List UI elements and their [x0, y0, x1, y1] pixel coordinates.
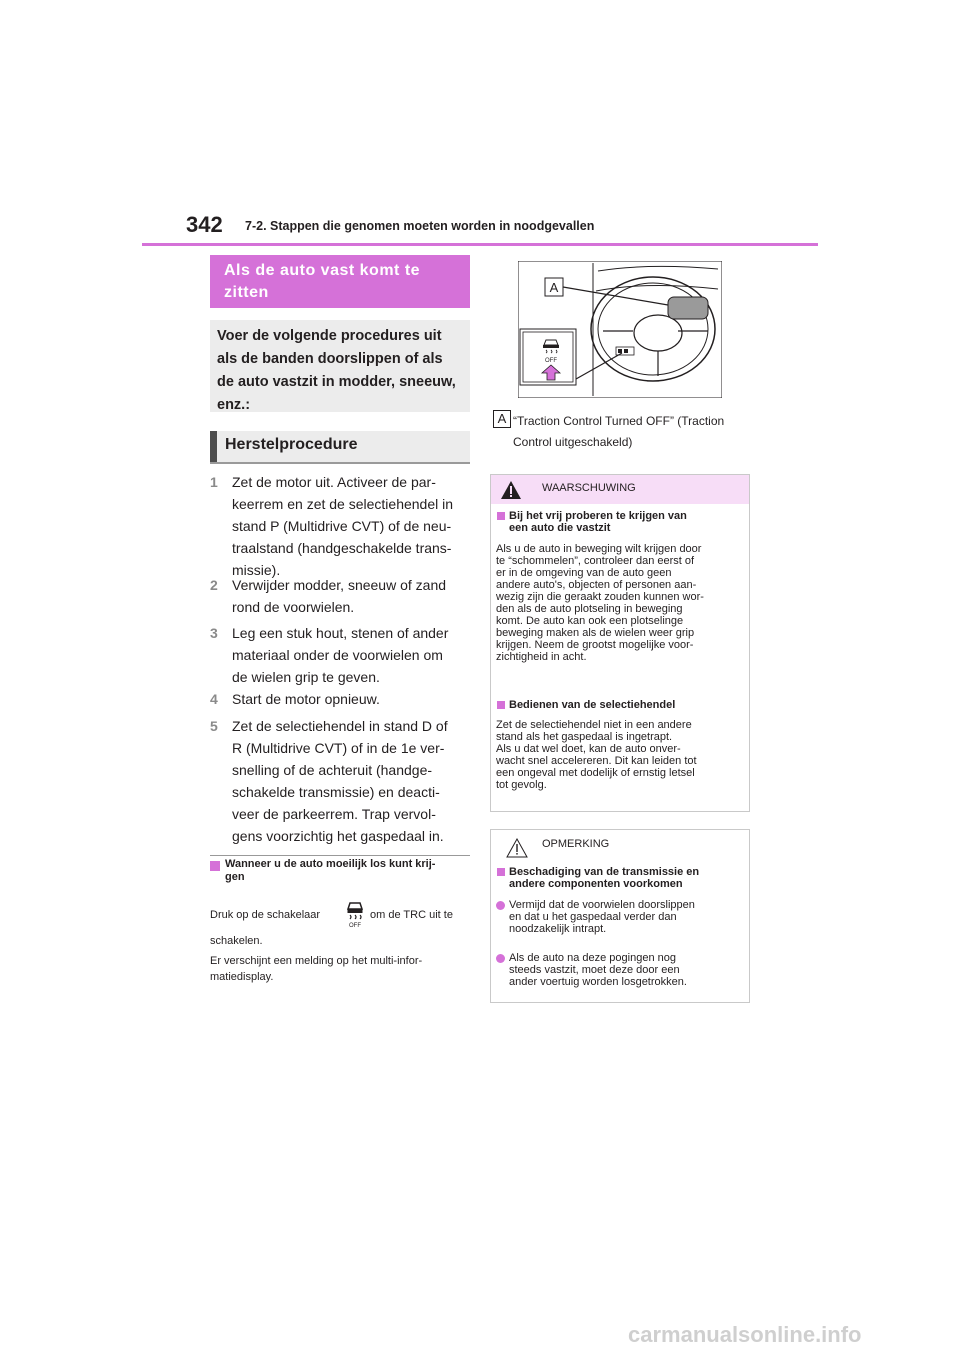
intro-line: enz.:	[217, 397, 251, 413]
notice-header	[491, 830, 749, 860]
warning-body-line: stand als het gaspedaal is ingetrapt.	[496, 731, 673, 743]
step-line: Zet de motor uit. Activeer de par-	[232, 474, 436, 490]
square-bullet-icon	[497, 701, 505, 709]
notice-box	[490, 829, 750, 1003]
section-title-line: Als de auto vast komt te	[224, 262, 421, 279]
warning-body-line: Zet de selectiehendel niet in een andere	[496, 719, 692, 731]
header-rule	[142, 243, 818, 246]
square-bullet-icon	[497, 512, 505, 520]
step-line: gens voorzichtig het gaspedaal in.	[232, 828, 444, 844]
step-number: 1	[210, 474, 218, 490]
notice-heading	[509, 866, 699, 890]
step-line: schakelde transmissie) en deacti-	[232, 784, 440, 800]
note-text	[210, 953, 465, 985]
step-line: Start de motor opnieuw.	[232, 691, 380, 707]
subsection-bar	[210, 431, 217, 462]
warning-heading-line: Bedienen van de selectiehendel	[509, 699, 676, 711]
callout-label-a: A	[493, 410, 511, 428]
warning-body-line: Als u dat wel doet, kan de auto onver-	[496, 743, 681, 755]
section-title-box	[210, 255, 470, 308]
caution-triangle-icon	[506, 838, 528, 858]
notice-bullet-line: en dat u het gaspedaal verder dan	[509, 911, 677, 923]
note-text-line: matiedisplay.	[210, 971, 274, 983]
step-line: R (Multidrive CVT) of in de 1e ver-	[232, 740, 445, 756]
note-text-line: Er verschijnt een melding op het multi-infor-	[210, 955, 423, 967]
step-text	[232, 715, 472, 847]
warning-box	[490, 474, 750, 812]
warning-body-line: andere auto's, objecten of personen aan-	[496, 579, 697, 591]
warning-body-line: tot gevolg.	[496, 779, 547, 791]
warning-heading-line: Bij het vrij proberen te krijgen van	[509, 510, 687, 522]
warning-body	[496, 719, 697, 791]
notice-bullet-text	[509, 952, 687, 988]
warning-body-line: er in de omgeving van de auto geen	[496, 567, 672, 579]
note-text: schakelen.	[210, 935, 263, 947]
step-number: 2	[210, 577, 218, 593]
step-line: traalstand (handgeschakelde trans-	[232, 540, 452, 556]
notice-bullet-text	[509, 899, 695, 935]
notice-bullet-line: Als de auto na deze pogingen nog	[509, 952, 676, 964]
trc-off-label: OFF	[349, 923, 361, 928]
round-bullet-icon	[496, 954, 505, 963]
trc-off-label: OFF	[545, 358, 557, 364]
caption-line: “Traction Control Turned OFF” (Traction	[513, 414, 725, 428]
intro-line: Voer de volgende procedures uit	[217, 328, 442, 344]
notice-title: OPMERKING	[542, 838, 610, 850]
warning-body-line: te “schommelen”, controleer dan eerst of	[496, 555, 695, 567]
warning-body	[496, 543, 704, 663]
callout-label: A	[549, 280, 559, 295]
step-line: rond de voorwielen.	[232, 599, 355, 615]
step-line: veer de parkeerrem. Trap vervol-	[232, 806, 436, 822]
warning-body-line: een ongeval met dodelijk of ernstig letsel	[496, 767, 695, 779]
intro-line: de auto vastzit in modder, sneeuw,	[217, 374, 456, 390]
notice-bullet-line: steeds vastzit, moet deze door een	[509, 964, 680, 976]
subsection-title: Herstelprocedure	[225, 436, 358, 453]
trc-off-icon	[345, 900, 365, 928]
warning-heading-line: een auto die vastzit	[509, 522, 611, 534]
step-line: stand P (Multidrive CVT) of de neu-	[232, 518, 452, 534]
step-number: 5	[210, 718, 218, 734]
warning-body-line: wacht snel accelereren. Dit kan leiden tot	[496, 755, 697, 767]
section-title-line: zitten	[224, 284, 269, 301]
step-line: Zet de selectiehendel in stand D of	[232, 718, 448, 734]
step-number: 3	[210, 625, 218, 641]
step-text	[232, 574, 472, 618]
warning-body-line: den als de auto plotseling in beweging	[496, 603, 683, 615]
square-bullet-icon	[210, 861, 220, 871]
warning-body-line: Als u de auto in beweging wilt krijgen door	[496, 543, 702, 555]
note-text: om de TRC uit te	[370, 909, 453, 921]
step-text	[232, 622, 472, 688]
footer-watermark[interactable]: carmanualsonline.info	[628, 1322, 862, 1347]
page-number: 342	[186, 212, 223, 237]
round-bullet-icon	[496, 901, 505, 910]
warning-heading	[509, 510, 687, 534]
note-text: Druk op de schakelaar	[210, 909, 321, 921]
warning-body-line: komt. De auto kan ook een plotselinge	[496, 615, 684, 627]
square-bullet-icon	[497, 868, 505, 876]
step-line: snelling of de achteruit (handge-	[232, 762, 433, 778]
note-title-line: gen	[225, 871, 245, 883]
chapter-title: 7-2. Stappen die genomen moeten worden in noodgevallen	[245, 219, 595, 233]
figure-caption	[513, 411, 753, 453]
subsection-header	[210, 431, 470, 464]
notice-heading-line: andere componenten voorkomen	[509, 878, 683, 890]
step-line: keerrem en zet de selectiehendel in	[232, 496, 454, 512]
notice-bullet-line: Vermijd dat de voorwielen doorslippen	[509, 899, 695, 911]
step-line: missie).	[232, 562, 281, 578]
intro-box	[210, 320, 470, 412]
step-line: Leg een stuk hout, stenen of ander	[232, 625, 449, 641]
warning-body-line: wezig zijn die geraakt zouden kunnen wor-	[496, 591, 704, 603]
note-title-line: Wanneer u de auto moeilijk los kunt krij-	[225, 858, 436, 870]
notice-bullet-line: noodzakelijk intrapt.	[509, 923, 607, 935]
step-text	[232, 471, 472, 581]
warning-triangle-icon	[500, 480, 522, 500]
note-title	[225, 858, 470, 884]
note-rule	[210, 855, 470, 856]
step-line: Verwijder modder, sneeuw of zand	[232, 577, 447, 593]
warning-body-line: krijgen. Neem de grootst mogelijke voor-	[496, 639, 694, 651]
section-title	[224, 260, 460, 304]
caption-line: Control uitgeschakeld)	[513, 435, 633, 449]
warning-title: WAARSCHUWING	[542, 482, 636, 494]
step-line: de wielen grip te geven.	[232, 669, 380, 685]
intro-line: als de banden doorslippen of als	[217, 351, 443, 367]
warning-body-line: zichtigheid in acht.	[496, 651, 587, 663]
warning-heading	[509, 699, 675, 711]
dashboard-illustration	[518, 261, 722, 398]
step-number: 4	[210, 691, 218, 707]
warning-header	[491, 475, 749, 504]
step-line: materiaal onder de voorwielen om	[232, 647, 443, 663]
intro-text	[217, 325, 463, 417]
step-text	[232, 688, 472, 710]
warning-body-line: beweging maken als de wielen weer grip	[496, 627, 695, 639]
notice-bullet-line: ander voertuig worden losgetrokken.	[509, 976, 687, 988]
notice-heading-line: Beschadiging van de transmissie en	[509, 866, 700, 878]
